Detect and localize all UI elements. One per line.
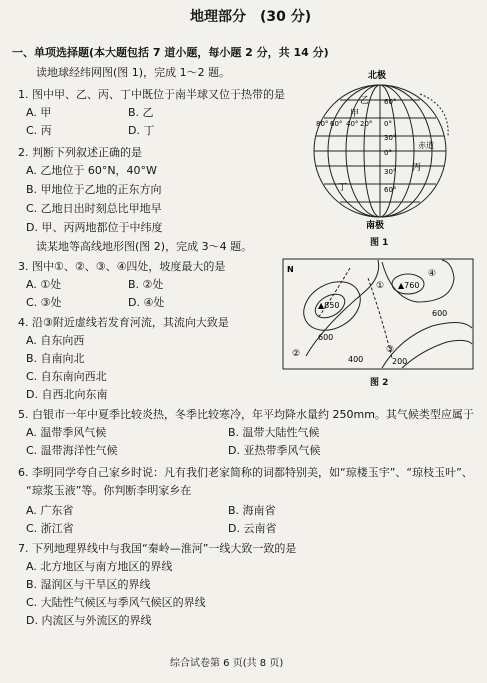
question-7-option-a: A. 北方地区与南方地区的界线: [26, 560, 173, 573]
page-footer: 综合试卷第 6 页(共 8 页): [170, 658, 284, 669]
marker-4: ④: [428, 269, 437, 279]
question-4-stem: 4. 沿③附近虚线若发育河流，其流向大致是: [18, 316, 229, 329]
question-5-stem: 5. 白银市一年中夏季比较炎热，冬季比较寒冷，年平均降水量约 250mm。其气候类型应属于: [18, 408, 474, 421]
lat-label: 60°: [384, 98, 397, 106]
question-1-stem: 1. 图中甲、乙、丙、丁中既位于南半球又位于热带的是: [18, 88, 285, 101]
question-3-option-a: A. ①处: [26, 278, 62, 291]
figure-2-caption: 图 2: [370, 378, 389, 388]
south-pole-label: 南极: [366, 221, 385, 231]
north-pole-label: 北极: [368, 71, 387, 81]
point-jia: 甲: [350, 109, 360, 119]
question-3-option-d: D. ④处: [128, 296, 165, 309]
contour-label: 600: [432, 309, 448, 318]
peak-850-label: ▲850: [318, 301, 340, 310]
lat-label: 0°: [384, 149, 392, 157]
marker-3: ③: [386, 345, 395, 355]
question-5-option-a: A. 温带季风气候: [26, 426, 107, 439]
question-7-option-b: B. 湿润区与干旱区的界线: [26, 578, 151, 591]
figure-1-caption: 图 1: [370, 238, 389, 248]
peak-760-label: ▲760: [398, 281, 420, 290]
question-6-option-d: D. 云南省: [228, 522, 277, 535]
question-2-option-c: C. 乙地日出时刻总比甲地早: [26, 202, 162, 215]
question-1-option-d: D. 丁: [128, 124, 155, 137]
marker-2: ②: [292, 349, 301, 359]
question-3-stem: 3. 图中①、②、③、④四处，坡度最大的是: [18, 260, 226, 273]
lon-label: 80°: [316, 120, 329, 128]
question-1-option-c: C. 丙: [26, 124, 52, 137]
question-6-option-b: B. 海南省: [228, 504, 276, 517]
point-ding: 丁: [338, 183, 348, 193]
question-3-option-c: C. ③处: [26, 296, 62, 309]
question-6-stem-line1: 6. 李明同学夸自己家乡时说：凡有我们老家简称的词都特别美，如“琼楼玉宇”、“琼枝玉叶”、: [18, 466, 473, 479]
north-arrow: N: [287, 265, 294, 274]
question-4-option-a: A. 自东向西: [26, 334, 85, 347]
question-3-option-b: B. ②处: [128, 278, 164, 291]
question-1-option-a: A. 甲: [26, 106, 52, 119]
question-5-option-c: C. 温带海洋性气候: [26, 444, 118, 457]
lon-label: 40°: [346, 120, 359, 128]
question-2-option-d: D. 甲、丙两地都位于中纬度: [26, 221, 163, 234]
point-yi: 乙: [360, 96, 370, 106]
point-bing: 丙: [412, 163, 422, 173]
intro-q3-4: 读某地等高线地形图(图 2)，完成 3～4 题。: [36, 240, 253, 253]
question-4-option-d: D. 自西北向东南: [26, 388, 108, 401]
section-heading: 一、单项选择题(本大题包括 7 道小题，每小题 2 分，共 14 分): [12, 46, 329, 59]
question-2-option-a: A. 乙地位于 60°N，40°W: [26, 164, 157, 177]
question-2-option-b: B. 甲地位于乙地的正东方向: [26, 183, 162, 196]
question-4-option-b: B. 自南向北: [26, 352, 85, 365]
contour-label: 200: [392, 357, 408, 366]
question-7-option-c: C. 大陆性气候区与季风气候区的界线: [26, 596, 206, 609]
lon-label: 20°: [360, 120, 373, 128]
question-5-option-b: B. 温带大陆性气候: [228, 426, 320, 439]
contour-label: 400: [348, 355, 364, 364]
figure-2-contour-map: [282, 258, 474, 370]
contour-label: 600: [318, 333, 334, 342]
question-1-option-b: B. 乙: [128, 106, 154, 119]
page-title: 地理部分 (30 分): [190, 9, 312, 25]
lat-label: 30°: [384, 168, 397, 176]
question-2-stem: 2. 判断下列叙述正确的是: [18, 146, 142, 159]
lon-label: 60°: [330, 120, 343, 128]
lon-label: 0°: [384, 120, 392, 128]
section-intro: 读地球经纬网图(图 1)，完成 1～2 题。: [36, 66, 231, 79]
lat-label: 60°: [384, 186, 397, 194]
question-5-option-d: D. 亚热带季风气候: [228, 444, 321, 457]
marker-1: ①: [376, 281, 385, 291]
question-6-option-a: A. 广东省: [26, 504, 74, 517]
question-4-option-c: C. 自东南向西北: [26, 370, 107, 383]
equator-label: 赤道: [418, 141, 434, 150]
question-7-option-d: D. 内流区与外流区的界线: [26, 614, 152, 627]
lat-label: 30°: [384, 134, 397, 142]
question-6-option-c: C. 浙江省: [26, 522, 74, 535]
figure-1-globe: [300, 66, 470, 236]
question-7-stem: 7. 下列地理界线中与我国“秦岭—淮河”一线大致一致的是: [18, 542, 297, 555]
question-6-stem-line2: “琼浆玉液”等。你判断李明家乡在: [26, 484, 192, 497]
